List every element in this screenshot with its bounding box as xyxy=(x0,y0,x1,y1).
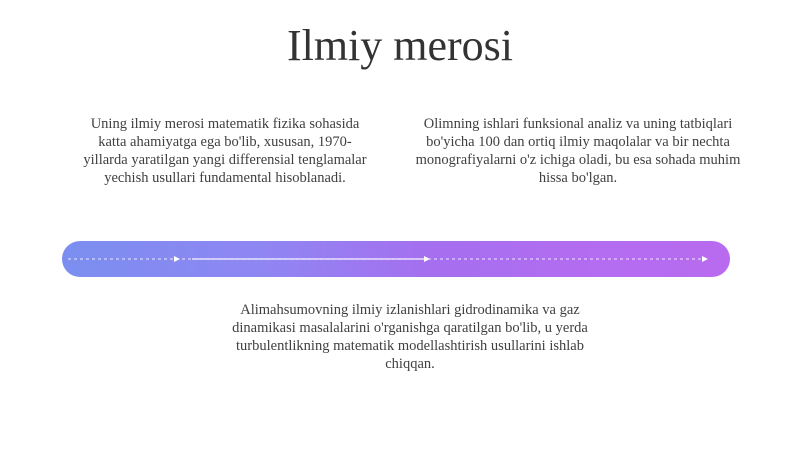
arrow-icon xyxy=(702,256,708,262)
arrow-icon xyxy=(174,256,180,262)
timeline-arrows xyxy=(62,241,730,277)
text-block-right: Olimning ishlari funksional analiz va uning tatbiqlari bo'yicha 100 dan ortiq ilmiy maqolalar va bir nechta monografiyalarni o'z ichiga oladi, bu esa sohada muhim hissa bo'lgan. xyxy=(415,116,741,186)
text-block-left: Uning ilmiy merosi matematik fizika sohasida katta ahamiyatga ega bo'lib, xususan, 1970-yillarda yaratilgan yangi differensial tenglamalar yechish usullari fundamental hisoblanadi. xyxy=(83,116,367,186)
slide-title: Ilmiy merosi xyxy=(286,21,514,70)
arrow-icon xyxy=(424,256,430,262)
text-block-bottom: Alimahsumovning ilmiy izlanishlari gidrodinamika va gaz dinamikasi masalalarini o'rganishga qaratilgan bo'lib, u yerda turbulentlikning matematik modellashtirish usullarini ishlab chiqqan. xyxy=(232,302,588,372)
timeline xyxy=(62,241,730,277)
